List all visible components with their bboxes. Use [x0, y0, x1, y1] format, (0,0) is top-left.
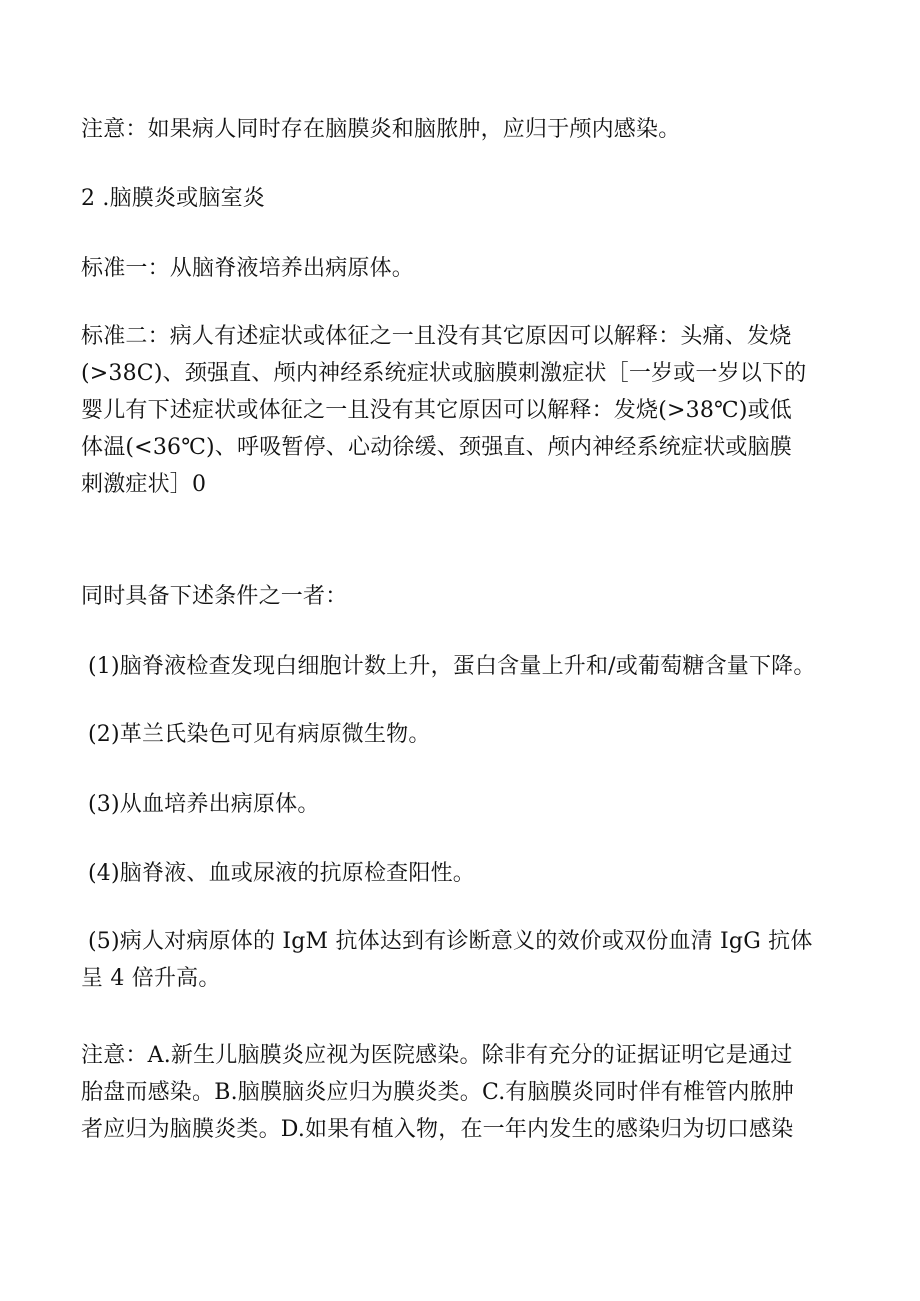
text-line: 标准一：从脑脊液培养出病原体。: [81, 256, 415, 281]
text-line: 标准二：病人有述症状或体征之一且没有其它原因可以解释：头痛、发烧: [81, 324, 792, 349]
text-line: 胎盘而感染。B.脑膜脑炎应归为膜炎类。C.有脑膜炎同时伴有椎管内脓肿: [81, 1080, 795, 1105]
text-line: (5)病人对病原体的 IgM 抗体达到有诊断意义的效价或双份血清 IgG 抗体: [88, 929, 813, 954]
text-line: (>38C)、颈强直、颅内神经系统症状或脑膜刺激症状［一岁或一岁以下的: [81, 361, 807, 386]
criterion-two: [81, 318, 851, 503]
condition-item-2: [88, 716, 858, 753]
text-line: (4)脑脊液、血或尿液的抗原检查阳性。: [88, 861, 475, 886]
condition-item-5: [81, 923, 858, 997]
text-line: 婴儿有下述症状或体征之一且没有其它原因可以解释：发烧(>38℃)或低: [81, 398, 793, 423]
text-line: 呈 4 倍升高。: [81, 966, 221, 991]
note-classification: [81, 1037, 851, 1148]
section-heading-meningitis: [81, 180, 851, 217]
text-line: 注意：如果病人同时存在脑膜炎和脑脓肿，应归于颅内感染。: [81, 117, 681, 142]
conditions-intro: [81, 578, 851, 615]
text-line: 同时具备下述条件之一者：: [81, 584, 348, 609]
condition-item-4: [88, 855, 858, 892]
text-line: (3)从血培养出病原体。: [88, 792, 320, 817]
condition-item-3: [88, 786, 858, 823]
note-intracranial-infection: [81, 111, 851, 148]
text-line: 注意：A.新生儿脑膜炎应视为医院感染。除非有充分的证据证明它是通过: [81, 1043, 793, 1068]
text-line: (2)革兰氏染色可见有病原微生物。: [88, 722, 431, 747]
criterion-one: [81, 250, 851, 287]
text-line: (1)脑脊液检查发现白细胞计数上升，蛋白含量上升和/或葡萄糖含量下降。: [88, 654, 816, 679]
text-line: 刺激症状］0: [81, 472, 207, 497]
text-line: 者应归为脑膜炎类。D.如果有植入物，在一年内发生的感染归为切口感染: [81, 1117, 794, 1142]
condition-item-1: [88, 648, 858, 685]
text-line: 2 .脑膜炎或脑室炎: [81, 186, 265, 211]
text-line: 体温(<36℃)、呼吸暂停、心动徐缓、颈强直、颅内神经系统症状或脑膜: [81, 435, 793, 460]
